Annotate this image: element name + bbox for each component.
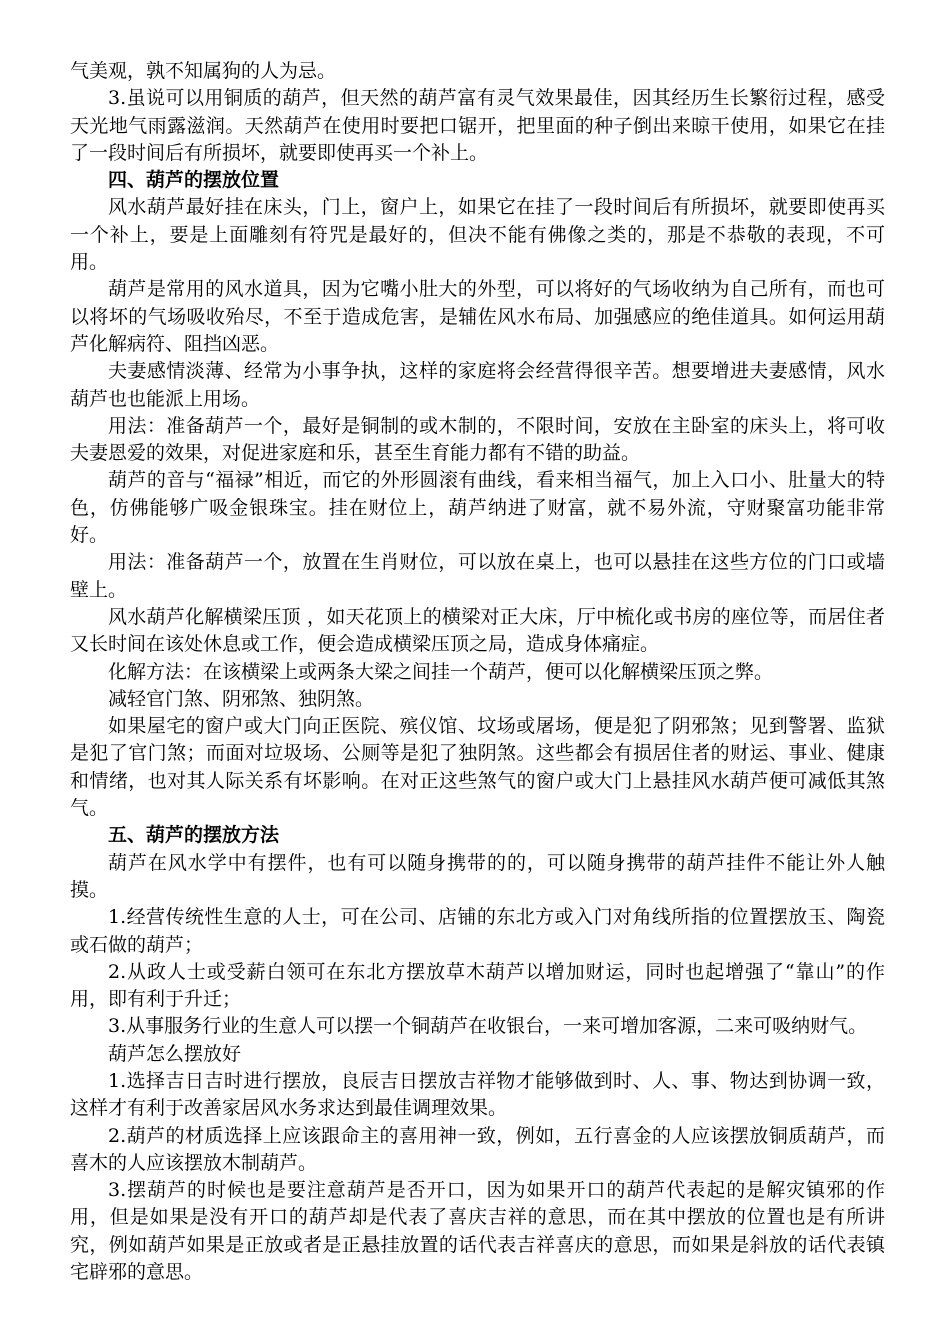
- paragraph: 2.葫芦的材质选择上应该跟命主的喜用神一致，例如，五行喜金的人应该摆放铜质葫芦，而喜木的人应该摆放木制葫芦。: [70, 1124, 885, 1174]
- paragraph-continuation: 气美观，孰不知属狗的人为忌。: [70, 60, 337, 82]
- paragraph: 2.从政人士或受薪白领可在东北方摆放草木葫芦以增加财运，同时也起增强了“靠山”的作用，即有利于升迁；: [70, 960, 885, 1011]
- document-page: [70, 58, 885, 1286]
- paragraph: 减轻官门煞、阴邪煞、独阴煞。: [108, 687, 375, 710]
- paragraph: 如果屋宅的窗户或大门向正医院、殡仪馆、坟场或屠场，便是犯了阴邪煞；见到警署、监狱是犯了官门煞；而面对垃圾场、公厕等是犯了独阴煞。这些都会有损居住者的财运、事业、健康和情绪，也对其人际关系有坏影响。在对正这些煞气的窗户或大门上悬挂风水葫芦便可减低其煞气。: [70, 715, 885, 820]
- paragraph: 葫芦怎么摆放好: [108, 1042, 242, 1065]
- paragraph: 1.经营传统性生意的人士，可在公司、店铺的东北方或入门对角线所指的位置摆放玉、陶瓷或石做的葫芦；: [70, 906, 885, 956]
- paragraph: 葫芦在风水学中有摆件，也有可以随身携带的的，可以随身携带的葫芦挂件不能让外人触摸。: [70, 851, 885, 901]
- section-heading: 四、葫芦的摆放位置: [108, 169, 280, 192]
- paragraph: 3.摆葫芦的时候也是要注意葫芦是否开口，因为如果开口的葫芦代表起的是解灾镇邪的作用，但是如果是没有开口的葫芦却是代表了喜庆吉祥的意思，而在其中摆放的位置也是有所讲究，例如葫芦如果是正放或者是正悬挂放置的话代表吉祥喜庆的意思，而如果是斜放的话代表镇宅辟邪的意思。: [70, 1179, 885, 1284]
- paragraph: 夫妻感情淡薄、经常为小事争执，这样的家庭将会经营得很辛苦。想要增进夫妻感情，风水葫芦也也能派上用场。: [70, 360, 885, 410]
- paragraph: 风水葫芦化解横梁压顶 ，如天花顶上的横梁对正大床，厅中梳化或书房的座位等，而居住者又长时间在该处休息或工作，便会造成横梁压顶之局，造成身体痛症。: [70, 605, 885, 656]
- paragraph: 化解方法：在该横梁上或两条大梁之间挂一个葫芦，便可以化解横梁压顶之弊。: [108, 660, 774, 683]
- paragraph: 用法：准备葫芦一个，最好是铜制的或木制的，不限时间，安放在主卧室的床头上，将可收夫妻恩爱的效果，对促进家庭和乐，甚至生育能力都有不错的助益。: [70, 414, 885, 465]
- paragraph: 1.选择吉日吉时进行摆放，良辰吉日摆放吉祥物才能够做到时、人、事、物达到协调一致，这样才有利于改善家居风水务求达到最佳调理效果。: [70, 1069, 885, 1120]
- paragraph: 用法：准备葫芦一个，放置在生肖财位，可以放在桌上，也可以悬挂在这些方位的门口或墙壁上。: [70, 551, 885, 601]
- paragraph: 葫芦是常用的风水道具，因为它嘴小肚大的外型，可以将好的气场收纳为自己所有，而也可以将坏的气场吸收殆尽，不至于造成危害，是辅佐风水布局、加强感应的绝佳道具。如何运用葫芦化解病符、阻挡凶恶。: [70, 278, 885, 355]
- section-heading: 五、葫芦的摆放方法: [108, 824, 280, 847]
- paragraph: 3.虽说可以用铜质的葫芦，但天然的葫芦富有灵气效果最佳，因其经历生长繁衍过程，感受天光地气雨露滋润。天然葫芦在使用时要把口锯开，把里面的种子倒出来晾干使用，如果它在挂了一段时间后有所损坏，就要即使再买一个补上。: [70, 87, 885, 164]
- paragraph: 葫芦的音与“福禄”相近，而它的外形圆滚有曲线，看来相当福气，加上入口小、肚量大的特色，仿佛能够广吸金银珠宝。挂在财位上，葫芦纳进了财富，就不易外流，守财聚富功能非常好。: [70, 469, 885, 547]
- paragraph: 3.从事服务行业的生意人可以摆一个铜葫芦在收银台，一来可增加客源，二来可吸纳财气。: [108, 1015, 868, 1038]
- paragraph: 风水葫芦最好挂在床头，门上，窗户上，如果它在挂了一段时间后有所损坏，就要即使再买一个补上，要是上面雕刻有符咒是最好的，但决不能有佛像之类的，那是不恭敬的表现，不可用。: [70, 196, 885, 274]
